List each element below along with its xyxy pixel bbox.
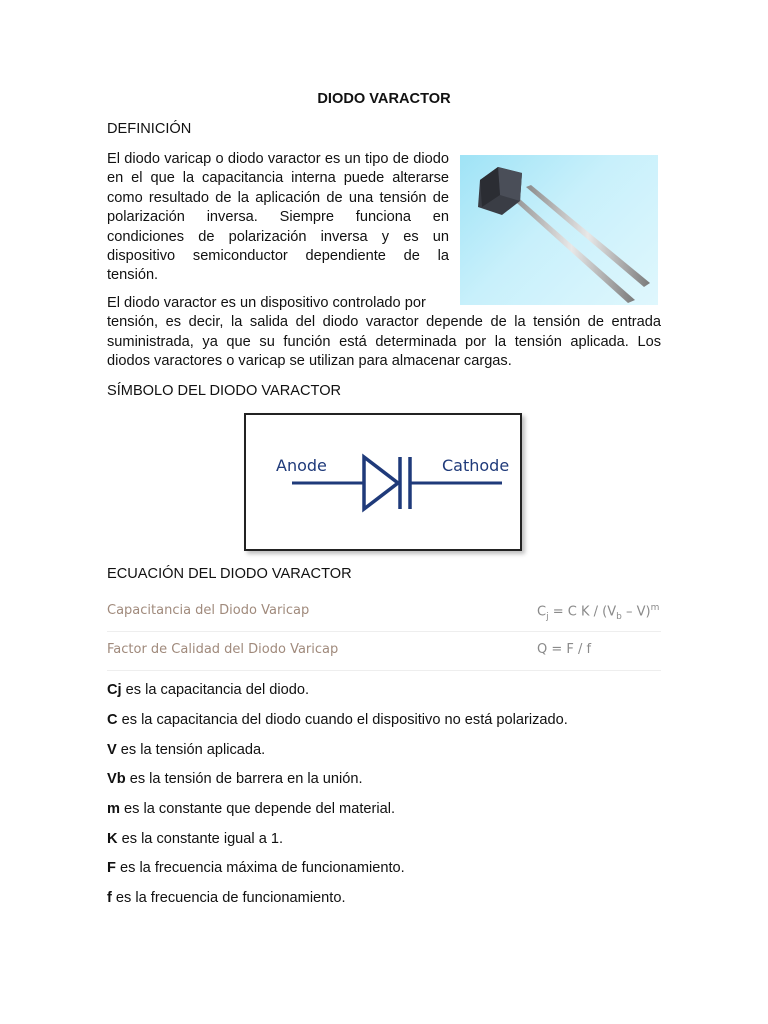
capacitance-formula: $C_j = C$ K / $(V_b - V)^m$: [537, 603, 660, 622]
definition-term: f: [107, 890, 112, 906]
quality-factor-formula: Q = F / f: [537, 642, 592, 657]
description-line: suministrada, ya que su función está determinada por la tensión aplicada. Los: [107, 333, 661, 350]
equation-label: Factor de Calidad del Diodo Varicap: [107, 642, 339, 657]
symbol-heading: SÍMBOLO DEL DIODO VARACTOR: [107, 383, 342, 399]
lead-wire: [526, 185, 650, 287]
intro-line: dispositivo semiconductor dependiente de la: [107, 248, 449, 265]
equation-label: Capacitancia del Diodo Varicap: [107, 603, 310, 618]
varactor-symbol-icon: [246, 415, 520, 549]
definition-text: es la constante que depende del material.: [119, 801, 396, 817]
definition-term: m: [107, 801, 120, 817]
description-line: El diodo varactor es un dispositivo controlado por: [107, 295, 426, 311]
description-line: tensión, es decir, la salida del diodo varactor depende de la tensión de entrada: [107, 314, 661, 331]
description-paragraph: [107, 294, 661, 372]
intro-line: tensión.: [107, 267, 159, 284]
definition-item: [107, 742, 265, 758]
definition-text: es la capacitancia del diodo.: [121, 682, 310, 698]
intro-line: polarización inversa. Siempre funciona en: [107, 209, 449, 226]
definition-text: es la frecuencia máxima de funcionamiento.: [115, 860, 405, 876]
definition-text: es la capacitancia del diodo cuando el dispositivo no está polarizado.: [117, 712, 568, 728]
definition-text: es la frecuencia de funcionamiento.: [111, 890, 346, 906]
intro-line: condiciones de polarización inversa y es un: [107, 228, 449, 245]
definition-item: [107, 771, 363, 787]
varactor-diode-photo: [460, 155, 658, 305]
definition-heading: DEFINICIÓN: [107, 121, 192, 137]
definition-text: es la tensión aplicada.: [116, 742, 266, 758]
definition-term: C: [107, 712, 118, 728]
definition-item: [107, 682, 309, 698]
definition-text: es la tensión de barrera en la unión.: [125, 771, 363, 787]
definition-term: K: [107, 831, 118, 847]
lead-wire: [508, 193, 635, 303]
diode-component-illustration: [460, 155, 658, 305]
definition-item: [107, 860, 405, 876]
definition-item: [107, 890, 346, 906]
intro-line: como resultado de la aplicación de una tensión de: [107, 189, 449, 206]
description-line: diodos varactores o varicap se utilizan para almacenar cargas.: [107, 353, 512, 370]
intro-paragraph: [107, 150, 449, 286]
definition-item: [107, 712, 568, 728]
anode-label: Anode: [276, 456, 327, 475]
definition-term: Cj: [107, 682, 122, 698]
document-title: DIODO VARACTOR: [317, 91, 451, 107]
intro-line: en el que la capacitancia interna puede alterarse: [107, 170, 449, 187]
definition-term: V: [107, 742, 117, 758]
cathode-label: Cathode: [442, 456, 510, 475]
definition-term: Vb: [107, 771, 126, 787]
definition-item: [107, 801, 395, 817]
definition-item: [107, 831, 283, 847]
equation-heading: ECUACIÓN DEL DIODO VARACTOR: [107, 566, 352, 582]
varactor-symbol-diagram: [244, 413, 522, 551]
equation-table: [107, 593, 661, 671]
diode-triangle: [364, 457, 398, 509]
intro-line: El diodo varicap o diodo varactor es un tipo de diodo: [107, 151, 449, 167]
definition-term: F: [107, 860, 116, 876]
equation-row: [107, 593, 661, 632]
equation-row: [107, 632, 661, 671]
definition-text: es la constante igual a 1.: [117, 831, 284, 847]
